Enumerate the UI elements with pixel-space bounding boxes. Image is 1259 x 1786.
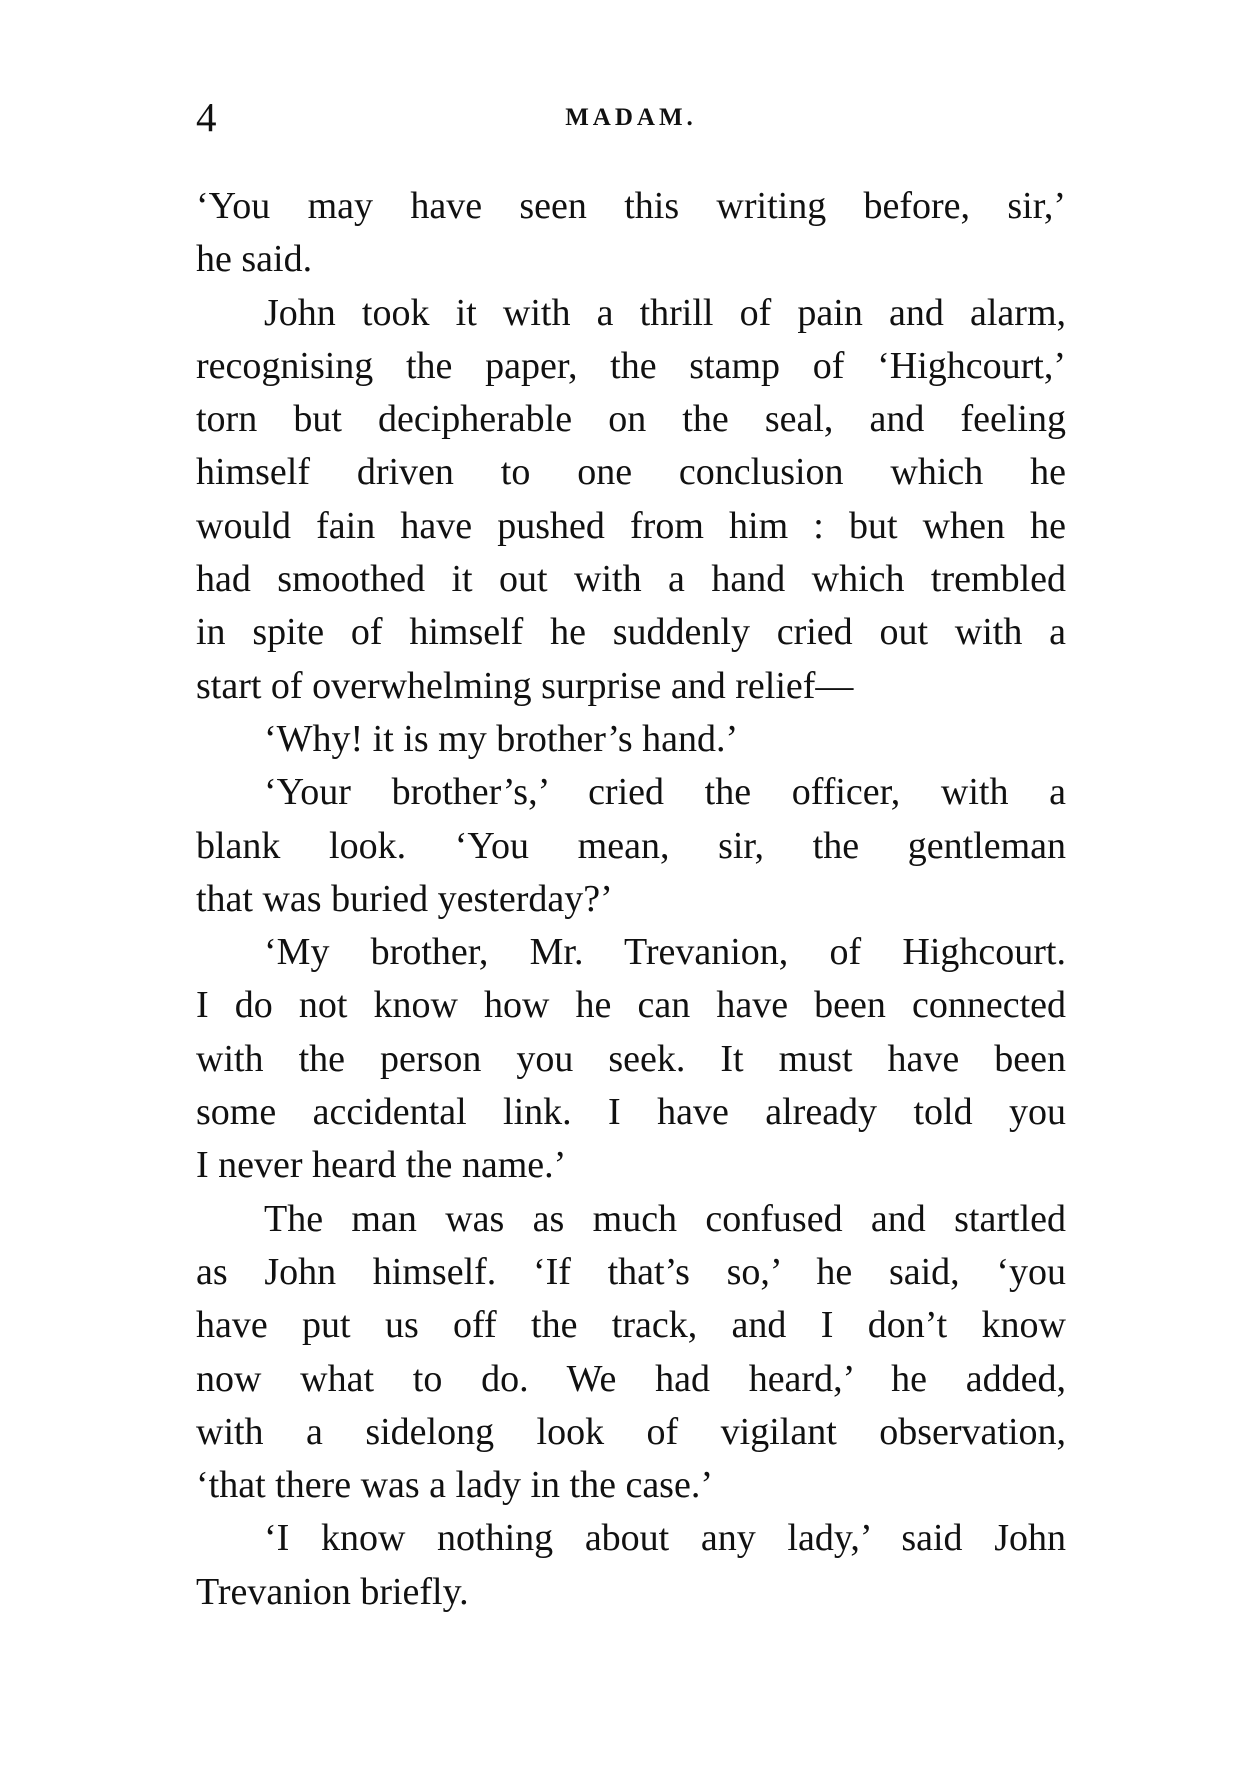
text-line: start of overwhelming surprise and relief—	[196, 664, 854, 707]
text-line: in spite of himself he suddenly cried out with a	[196, 611, 1066, 654]
text-line: The man was as much confused and startled	[264, 1197, 1066, 1240]
text-line: I do not know how he can have been connected	[196, 984, 1066, 1027]
text-line: himself driven to one conclusion which he	[196, 451, 1066, 494]
running-title: MADAM.	[565, 104, 697, 131]
text-line: with a sidelong look of vigilant observation,	[196, 1410, 1066, 1453]
text-line: recognising the paper, the stamp of ‘Highcourt,’	[196, 344, 1066, 387]
text-line: I never heard the name.’	[196, 1144, 567, 1187]
text-line: as John himself. ‘If that’s so,’ he said, ‘you	[196, 1250, 1066, 1293]
text-line: that was buried yesterday?’	[196, 877, 613, 920]
text-line: ‘I know nothing about any lady,’ said John	[264, 1517, 1066, 1560]
text-line: with the person you seek. It must have been	[196, 1037, 1066, 1080]
text-line: John took it with a thrill of pain and alarm,	[264, 291, 1066, 334]
text-line: blank look. ‘You mean, sir, the gentleman	[196, 824, 1066, 867]
running-head	[196, 92, 1066, 142]
text-line: ‘that there was a lady in the case.’	[196, 1464, 713, 1507]
text-line: ‘Your brother’s,’ cried the officer, with a	[264, 771, 1066, 814]
text-line: torn but decipherable on the seal, and feeling	[196, 398, 1066, 441]
text-line: have put us off the track, and I don’t know	[196, 1304, 1066, 1347]
text-line: ‘My brother, Mr. Trevanion, of Highcourt.	[264, 931, 1066, 974]
page-number: 4	[196, 94, 217, 140]
text-line: would fain have pushed from him : but when he	[196, 504, 1066, 547]
text-line: Trevanion briefly.	[196, 1570, 469, 1613]
text-line: he said.	[196, 238, 313, 281]
text-line: ‘Why! it is my brother’s hand.’	[264, 717, 739, 760]
text-line: now what to do. We had heard,’ he added,	[196, 1357, 1066, 1400]
text-line: ‘You may have seen this writing before, sir,’	[196, 185, 1066, 227]
body-text	[196, 180, 1066, 1619]
text-line: some accidental link. I have already told you	[196, 1091, 1066, 1134]
text-line: had smoothed it out with a hand which trembled	[196, 558, 1066, 601]
